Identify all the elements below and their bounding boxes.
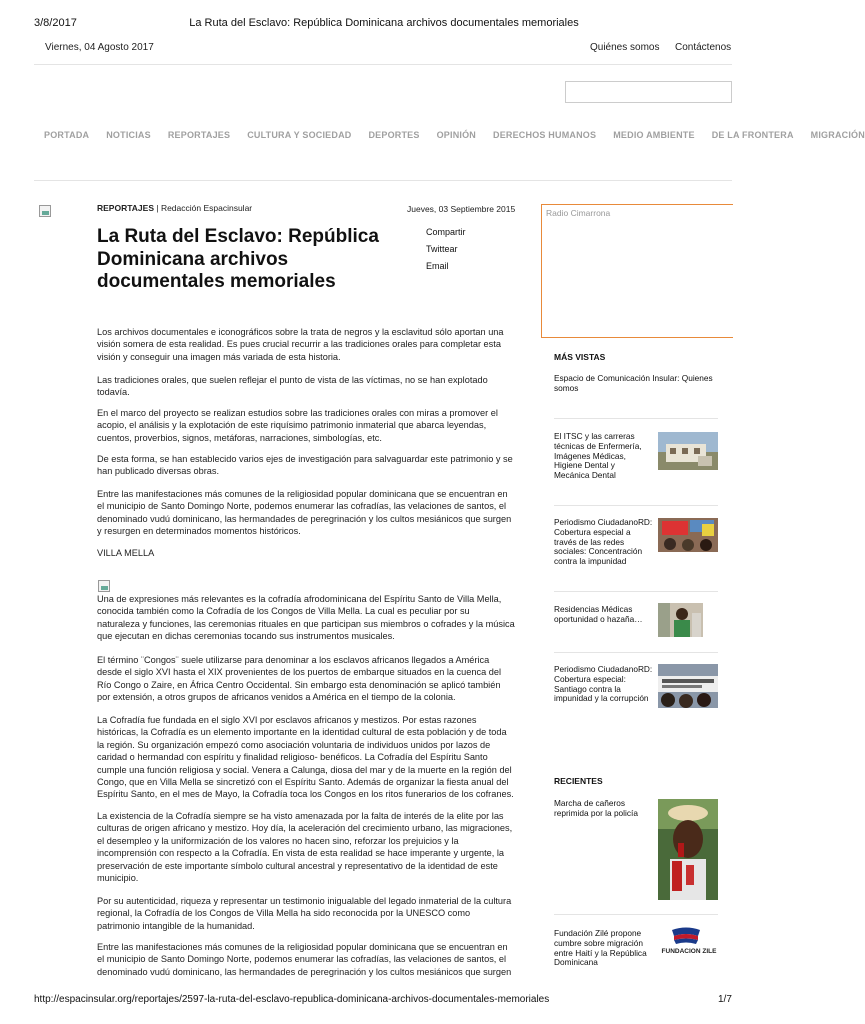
paragraph: Los archivos documentales e iconográficos sobre la trata de negros y la esclavitud sólo aportan una visión somera de esta realidad. Es pues crucial recurrir a las tradiciones orales para completar esta visión y conseguir una imagen más variada de esta historia. — [97, 327, 504, 362]
paragraph-block — [97, 714, 515, 801]
section-heading: VILLA MELLA — [97, 548, 155, 558]
paragraph: Por su autenticidad, riqueza y representar un testimonio inigualable del legado inmaterial de la cultura regional, la Cofradía de los Congos de Villa Mella ha sido reconocida por la UNESCO como patrimonio intangible de la humanidad. — [97, 896, 512, 931]
email-link[interactable]: Email — [426, 261, 449, 271]
divider — [554, 591, 718, 592]
paragraph: Las tradiciones orales, que suelen reflejar el punto de vista de las víctimas, no se han explotado todavía. — [97, 375, 488, 398]
top-divider — [34, 64, 732, 65]
nav-item-medio-ambiente[interactable]: MEDIO AMBIENTE — [613, 130, 695, 140]
divider — [554, 914, 718, 915]
paragraph: Entre las manifestaciones más comunes de la religiosidad popular dominicana que se encuentran en el municipio de Santo Domingo Norte, podemos enumerar las cofradías, las velaciones de santos, el denominado vudú dominicano, las hermandades de peregrinación y los cultos mesiánicos que surgen y resurgen en determinados momentos históricos. — [97, 489, 512, 537]
article-meta — [97, 203, 252, 213]
paragraph-block — [97, 593, 515, 643]
zile-logo-text: FUNDACION ZILE — [661, 948, 717, 955]
nav-item-cultura-y-sociedad[interactable]: CULTURA Y SOCIEDAD — [247, 130, 352, 140]
paragraph: En el marco del proyecto se realizan estudios sobre las tradiciones orales con miras a promover el acopio, el análisis y la explotación de este riquísimo patrimonio inmaterial que abarca leyendas, cuentos, proverbios, signos, metáforas, narraciones, simbologías, etc. — [97, 408, 498, 443]
mas-vistas-item[interactable]: El ITSC y las carreras técnicas de Enfermería, Imágenes Médicas, Higiene Dental y Mecánica Dental — [554, 431, 642, 481]
paragraph-block — [97, 941, 515, 978]
author-label: | Redacción Espacinsular — [156, 203, 253, 213]
current-date: Viernes, 04 Agosto 2017 — [45, 42, 154, 53]
recientes-item[interactable]: Fundación Zilé propone cumbre sobre migración entre Haití y la República Dominicana — [554, 928, 647, 968]
paragraph-block — [97, 654, 515, 704]
divider — [554, 652, 718, 653]
recientes-heading: RECIENTES — [554, 776, 603, 786]
page-number: 1/7 — [718, 994, 732, 1005]
residencias-thumbnail[interactable] — [658, 603, 703, 637]
mas-vistas-item[interactable]: Periodismo CiudadanoRD: Cobertura especial a través de las redes sociales: Concentración contra la impunidad — [554, 517, 653, 567]
divider — [554, 505, 718, 506]
nav-item-derechos-humanos[interactable]: DERECHOS HUMANOS — [493, 130, 597, 140]
paragraph: De esta forma, se han establecido varios ejes de investigación para salvaguardar este patrimonio y se han publicado diversas obras. — [97, 454, 513, 477]
canero-thumbnail[interactable] — [658, 799, 718, 900]
nav-item-opinion[interactable]: OPINIÓN — [436, 130, 476, 140]
main-nav — [44, 130, 865, 140]
fundacion-zile-logo[interactable] — [658, 926, 720, 956]
category-link[interactable]: REPORTAJES — [97, 203, 154, 213]
footer-url: http://espacinsular.org/reportajes/2597-la-ruta-del-esclavo-republica-dominicana-archivos-documentales-memoriales — [34, 994, 550, 1005]
share-link[interactable]: Compartir — [426, 227, 466, 237]
paragraph-block — [97, 810, 515, 884]
nav-item-migracion[interactable]: MIGRACIÓN — [810, 130, 865, 140]
mas-vistas-item[interactable]: Residencias Médicas oportunidad o hazaña… — [554, 604, 643, 624]
nav-item-noticias[interactable]: NOTICIAS — [106, 130, 151, 140]
paragraph: El término ¨Congos¨ suele utilizarse para denominar a los esclavos africanos llegados a América desde el siglo XVI hasta el XIX provenientes de los puertos de embarque situados en la cuenca del Río Congo o Zaire, en África Centro Occidental. Sin embargo esta denominación se aplicó también por extensión, a otros grupos de africanos venidos a América en el tiempo de la colonia. — [97, 655, 501, 703]
article-date: Jueves, 03 Septiembre 2015 — [407, 204, 516, 214]
paragraph-block — [97, 895, 515, 932]
contactenos-link[interactable]: Contáctenos — [675, 42, 732, 53]
broken-image-icon — [39, 205, 51, 217]
radio-label: Radio Cimarrona — [546, 208, 611, 218]
paragraph-block — [97, 453, 515, 478]
itsc-thumbnail[interactable] — [658, 432, 718, 470]
paragraph-block — [97, 407, 515, 444]
section-heading-block — [97, 547, 515, 559]
article-title: La Ruta del Esclavo: República Dominicana archivos documentales memoriales — [97, 226, 379, 292]
broken-image-icon — [98, 580, 110, 592]
article-body — [97, 326, 515, 363]
nav-item-de-la-frontera[interactable]: DE LA FRONTERA — [711, 130, 794, 140]
print-title: La Ruta del Esclavo: República Dominicana archivos documentales memoriales — [189, 17, 579, 29]
paragraph-block — [97, 374, 515, 399]
nav-item-deportes[interactable]: DEPORTES — [368, 130, 420, 140]
mas-vistas-item[interactable]: Espacio de Comunicación Insular: Quienes somos — [554, 373, 713, 393]
recientes-item[interactable]: Marcha de cañeros reprimida por la policía — [554, 798, 638, 818]
mas-vistas-heading: MÁS VISTAS — [554, 352, 606, 362]
print-date: 3/8/2017 — [34, 17, 77, 29]
search-input[interactable] — [565, 81, 732, 103]
paragraph: Entre las manifestaciones más comunes de la religiosidad popular dominicana que se encuentran en el municipio de Santo Domingo Norte, podemos enumerar las cofradías, las velaciones de santos, el denominado vudú dominicano, las hermandades de peregrinación y los cultos mesiánicos que surgen — [97, 942, 512, 977]
nav-item-portada[interactable]: PORTADA — [44, 130, 90, 140]
nav-item-reportajes[interactable]: REPORTAJES — [167, 130, 231, 140]
twitter-link[interactable]: Twittear — [426, 244, 458, 254]
quienes-somos-link[interactable]: Quiénes somos — [590, 42, 660, 53]
protest-thumbnail[interactable] — [658, 518, 718, 552]
paragraph: La Cofradía fue fundada en el siglo XVI por esclavos africanos y mestizos. Por estas razones históricas, la Cofradía es un elemento importante en la identidad cultural de esta población y de toda la región. Su organización empezó como asociación voluntaria de individuos unidos por lazos de caridad o hermandad con espíritu y finalidad religioso- benéficos. La Cofradía del Espíritu Santo cumple una función religiosa y social. Venera a Calunga, diosa del mar y de la muerte en la región del Congo, que en Villa Mella se sincretizó con el Espíritu Santo. Además de organizar la fiesta anual del Espíritu Santo, en el mes de Mayo, la Cofradía toca los Congos en los ritos funerarios de los cofranes. — [97, 715, 514, 800]
radio-widget[interactable] — [541, 204, 733, 338]
mas-vistas-item[interactable]: Periodismo CiudadanoRD: Cobertura especial: Santiago contra la impunidad y la corrupción — [554, 664, 653, 704]
paragraph: La existencia de la Cofradía siempre se ha visto amenazada por la falta de interés de la elite por las culturas de origen africano y mestizo. Hoy día, la aceleración del crecimiento urbano, las migraciones, el desempleo y la uniformización de los valores no hacen sino, reforzar los prejuicios y la incomprensión con respecto a la Cofradía. En vista de esta realidad se hace imperante y urgente, la preservación de este importante símbolo cultural ancestral y representativo de la identidad de este municipio. — [97, 811, 513, 884]
paragraph-block — [97, 488, 515, 538]
divider — [554, 418, 718, 419]
santiago-protest-thumbnail[interactable] — [658, 664, 718, 708]
paragraph: Una de expresiones más relevantes es la cofradía afrodominicana del Espíritu Santo de Villa Mella, conocida también como la Cofradía de los Congos de Villa Mella. La cual es peculiar por su naturaleza y funciones, las ceremonias rituales en que participan sus miembros o cofrades y la música que ejecutan en dichas ceremonias tocando sus instrumentos musicales. — [97, 594, 515, 642]
nav-divider — [34, 180, 732, 181]
